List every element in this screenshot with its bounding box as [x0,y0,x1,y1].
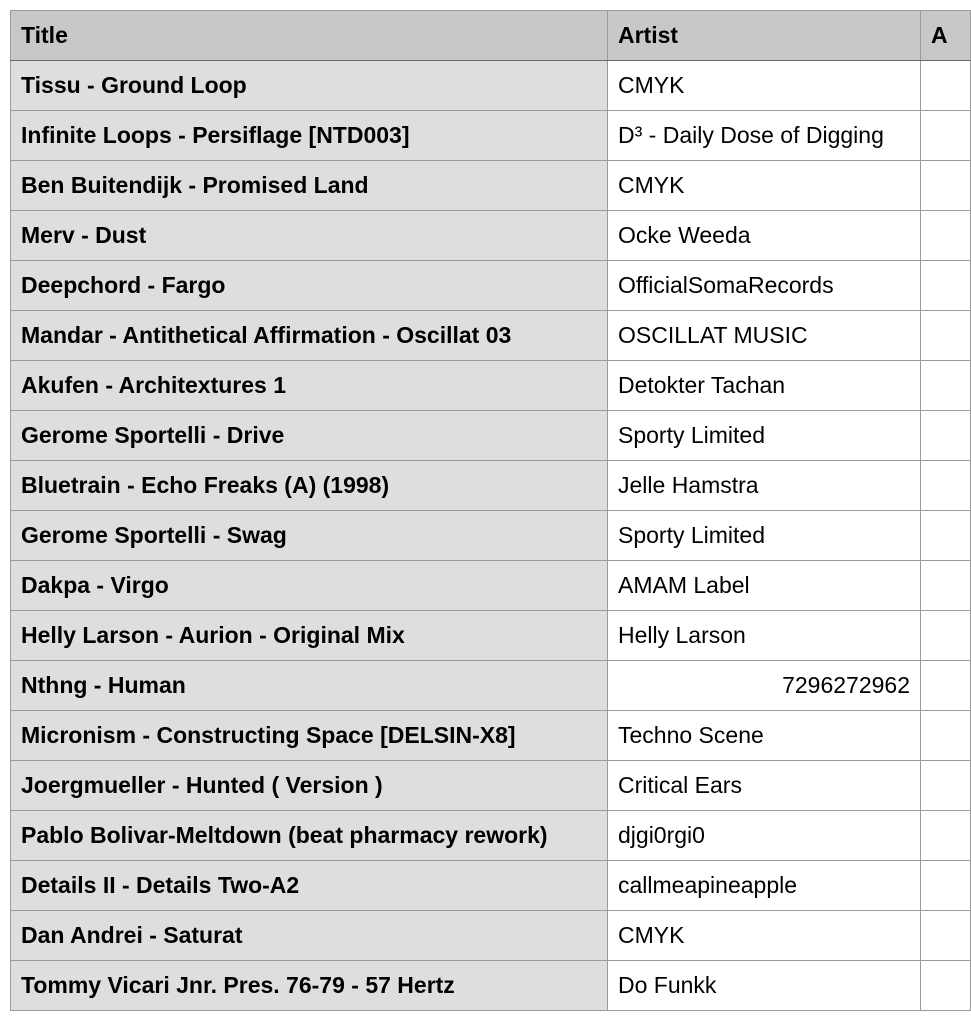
extra-cell[interactable] [921,661,971,711]
artist-cell[interactable]: Sporty Limited [608,511,921,561]
extra-cell[interactable] [921,611,971,661]
title-cell[interactable]: Nthng - Human [11,661,608,711]
artist-cell[interactable]: Techno Scene [608,711,921,761]
extra-cell[interactable] [921,461,971,511]
table-row[interactable] [11,361,971,411]
artist-cell[interactable]: Do Funkk [608,961,921,1011]
table-row[interactable] [11,911,971,961]
column-header-extra[interactable]: A [921,11,971,61]
extra-cell[interactable] [921,111,971,161]
artist-cell[interactable]: AMAM Label [608,561,921,611]
table-row[interactable] [11,511,971,561]
table-row[interactable] [11,161,971,211]
table-row[interactable] [11,461,971,511]
title-cell[interactable]: Merv - Dust [11,211,608,261]
title-cell[interactable]: Infinite Loops - Persiflage [NTD003] [11,111,608,161]
column-header-title[interactable]: Title [11,11,608,61]
title-cell[interactable]: Tommy Vicari Jnr. Pres. 76-79 - 57 Hertz [11,961,608,1011]
table-row[interactable] [11,111,971,161]
extra-cell[interactable] [921,311,971,361]
artist-cell[interactable]: OSCILLAT MUSIC [608,311,921,361]
table-row[interactable] [11,311,971,361]
artist-cell[interactable]: OfficialSomaRecords [608,261,921,311]
table-row[interactable] [11,211,971,261]
table-body [11,61,971,1011]
track-table [10,10,971,1011]
title-cell[interactable]: Joergmueller - Hunted ( Version ) [11,761,608,811]
extra-cell[interactable] [921,811,971,861]
extra-cell[interactable] [921,361,971,411]
table-row[interactable] [11,861,971,911]
extra-cell[interactable] [921,961,971,1011]
extra-cell[interactable] [921,511,971,561]
table-row[interactable] [11,661,971,711]
title-cell[interactable]: Helly Larson - Aurion - Original Mix [11,611,608,661]
header-row [11,11,971,61]
artist-cell[interactable]: Ocke Weeda [608,211,921,261]
title-cell[interactable]: Akufen - Architextures 1 [11,361,608,411]
artist-cell[interactable]: Jelle Hamstra [608,461,921,511]
artist-cell[interactable]: Detokter Tachan [608,361,921,411]
extra-cell[interactable] [921,161,971,211]
artist-cell[interactable]: 7296272962 [608,661,921,711]
title-cell[interactable]: Dakpa - Virgo [11,561,608,611]
table-row[interactable] [11,61,971,111]
title-cell[interactable]: Pablo Bolivar-Meltdown (beat pharmacy rework) [11,811,608,861]
title-cell[interactable]: Tissu - Ground Loop [11,61,608,111]
artist-cell[interactable]: callmeapineapple [608,861,921,911]
extra-cell[interactable] [921,761,971,811]
extra-cell[interactable] [921,911,971,961]
title-cell[interactable]: Mandar - Antithetical Affirmation - Oscillat 03 [11,311,608,361]
title-cell[interactable]: Ben Buitendijk - Promised Land [11,161,608,211]
table-row[interactable] [11,711,971,761]
artist-cell[interactable]: djgi0rgi0 [608,811,921,861]
title-cell[interactable]: Gerome Sportelli - Swag [11,511,608,561]
table-row[interactable] [11,261,971,311]
extra-cell[interactable] [921,261,971,311]
title-cell[interactable]: Deepchord - Fargo [11,261,608,311]
table-row[interactable] [11,961,971,1011]
artist-cell[interactable]: CMYK [608,61,921,111]
extra-cell[interactable] [921,561,971,611]
table-row[interactable] [11,811,971,861]
extra-cell[interactable] [921,411,971,461]
table-row[interactable] [11,761,971,811]
table-row[interactable] [11,411,971,461]
artist-cell[interactable]: CMYK [608,911,921,961]
artist-cell[interactable]: Helly Larson [608,611,921,661]
title-cell[interactable]: Gerome Sportelli - Drive [11,411,608,461]
extra-cell[interactable] [921,861,971,911]
extra-cell[interactable] [921,711,971,761]
column-header-artist[interactable]: Artist [608,11,921,61]
title-cell[interactable]: Details II - Details Two-A2 [11,861,608,911]
artist-cell[interactable]: CMYK [608,161,921,211]
extra-cell[interactable] [921,211,971,261]
artist-cell[interactable]: D³ - Daily Dose of Digging [608,111,921,161]
table-row[interactable] [11,611,971,661]
extra-cell[interactable] [921,61,971,111]
artist-cell[interactable]: Sporty Limited [608,411,921,461]
title-cell[interactable]: Bluetrain - Echo Freaks (A) (1998) [11,461,608,511]
table-row[interactable] [11,561,971,611]
title-cell[interactable]: Dan Andrei - Saturat [11,911,608,961]
title-cell[interactable]: Micronism - Constructing Space [DELSIN-X8] [11,711,608,761]
spreadsheet [10,10,970,1011]
artist-cell[interactable]: Critical Ears [608,761,921,811]
